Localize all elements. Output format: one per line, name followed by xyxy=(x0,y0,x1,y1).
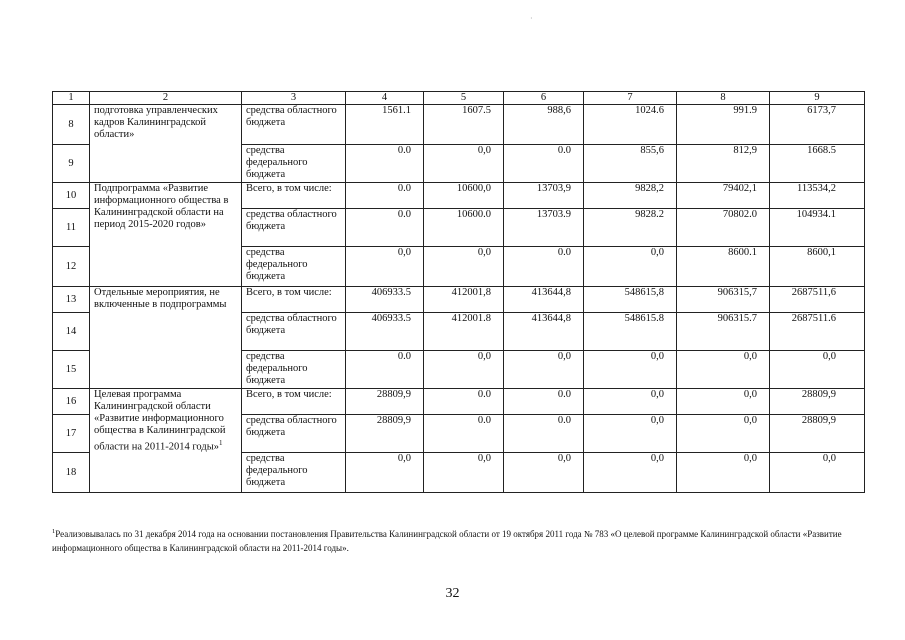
value-cell: 28809,9 xyxy=(346,415,424,453)
value-cell: 0,0 xyxy=(424,145,504,183)
table-row xyxy=(53,105,865,145)
row-description xyxy=(90,183,242,287)
footnote-ref: 1 xyxy=(219,439,223,447)
value-cell: 0,0 xyxy=(424,453,504,493)
value-cell: 0.0 xyxy=(346,183,424,209)
row-number: 11 xyxy=(53,209,90,247)
value-cell: 1607.5 xyxy=(424,105,504,145)
description-text: Отдельные мероприятия, не включенные в подпрограммы xyxy=(94,287,227,310)
funding-source: средства областного бюджета xyxy=(242,209,346,247)
table-row xyxy=(53,183,865,209)
value-cell: 0,0 xyxy=(770,453,865,493)
description-text: Подпрограмма «Развитие информационного общества в Калининградской области на период 2015-2020 годов» xyxy=(94,183,229,230)
row-number: 13 xyxy=(53,287,90,313)
value-cell: 10600.0 xyxy=(424,209,504,247)
value-cell: 28809,9 xyxy=(346,389,424,415)
value-cell: 412001.8 xyxy=(424,313,504,351)
row-description xyxy=(90,287,242,389)
value-cell: 855,6 xyxy=(584,145,677,183)
funding-source: средства федерального бюджета xyxy=(242,247,346,287)
value-cell: 10600,0 xyxy=(424,183,504,209)
value-cell: 13703,9 xyxy=(504,183,584,209)
value-cell: 9828,2 xyxy=(584,183,677,209)
value-cell: 104934.1 xyxy=(770,209,865,247)
value-cell: 113534,2 xyxy=(770,183,865,209)
value-cell: 0,0 xyxy=(504,351,584,389)
value-cell: 70802.0 xyxy=(677,209,770,247)
value-cell: 906315.7 xyxy=(677,313,770,351)
value-cell: 1561.1 xyxy=(346,105,424,145)
row-description xyxy=(90,105,242,183)
value-cell: 413644,8 xyxy=(504,287,584,313)
value-cell: 2687511.6 xyxy=(770,313,865,351)
value-cell: 0,0 xyxy=(677,453,770,493)
row-number: 9 xyxy=(53,145,90,183)
value-cell: 6173,7 xyxy=(770,105,865,145)
value-cell: 8600.1 xyxy=(677,247,770,287)
row-number: 10 xyxy=(53,183,90,209)
footnote xyxy=(52,527,862,555)
value-cell: 406933.5 xyxy=(346,313,424,351)
value-cell: 548615.8 xyxy=(584,313,677,351)
description-text: Целевая программа Калининградской области «Развитие информационного общества в Калининградской области на 2011-2014 годы» xyxy=(94,389,226,453)
value-cell: 988,6 xyxy=(504,105,584,145)
value-cell: 0,0 xyxy=(677,351,770,389)
funding-source: средства областного бюджета xyxy=(242,105,346,145)
value-cell: 412001,8 xyxy=(424,287,504,313)
header-cell: 8 xyxy=(677,92,770,105)
value-cell: 0.0 xyxy=(424,415,504,453)
value-cell: 406933.5 xyxy=(346,287,424,313)
value-cell: 0,0 xyxy=(346,453,424,493)
scan-mark: · xyxy=(530,14,533,23)
value-cell: 0.0 xyxy=(504,389,584,415)
value-cell: 2687511,6 xyxy=(770,287,865,313)
value-cell: 79402,1 xyxy=(677,183,770,209)
row-description xyxy=(90,389,242,493)
value-cell: 0,0 xyxy=(584,247,677,287)
value-cell: 1024.6 xyxy=(584,105,677,145)
header-cell: 4 xyxy=(346,92,424,105)
value-cell: 0,0 xyxy=(504,453,584,493)
value-cell: 0,0 xyxy=(584,389,677,415)
value-cell: 0.0 xyxy=(346,145,424,183)
value-cell: 548615,8 xyxy=(584,287,677,313)
header-cell: 7 xyxy=(584,92,677,105)
value-cell: 0.0 xyxy=(504,247,584,287)
row-number: 14 xyxy=(53,313,90,351)
header-cell: 6 xyxy=(504,92,584,105)
value-cell: 0,0 xyxy=(424,247,504,287)
footnote-marker: 1 xyxy=(52,528,56,535)
value-cell: 0.0 xyxy=(504,415,584,453)
value-cell: 8600,1 xyxy=(770,247,865,287)
funding-source: средства областного бюджета xyxy=(242,415,346,453)
value-cell: 0,0 xyxy=(584,453,677,493)
budget-table xyxy=(52,91,865,493)
row-number: 15 xyxy=(53,351,90,389)
value-cell: 0,0 xyxy=(346,247,424,287)
value-cell: 0.0 xyxy=(346,351,424,389)
value-cell: 28809,9 xyxy=(770,415,865,453)
table-row xyxy=(53,389,865,415)
row-number: 18 xyxy=(53,453,90,493)
value-cell: 0,0 xyxy=(424,351,504,389)
header-cell: 3 xyxy=(242,92,346,105)
header-cell: 5 xyxy=(424,92,504,105)
row-number: 17 xyxy=(53,415,90,453)
header-cell: 2 xyxy=(90,92,242,105)
header-cell: 9 xyxy=(770,92,865,105)
funding-source: Всего, в том числе: xyxy=(242,389,346,415)
value-cell: 0.0 xyxy=(504,145,584,183)
value-cell: 9828.2 xyxy=(584,209,677,247)
page-number: 32 xyxy=(445,586,460,601)
value-cell: 0,0 xyxy=(677,389,770,415)
table-body xyxy=(53,92,865,493)
value-cell: 0,0 xyxy=(677,415,770,453)
funding-source: средства федерального бюджета xyxy=(242,145,346,183)
value-cell: 13703.9 xyxy=(504,209,584,247)
row-number: 16 xyxy=(53,389,90,415)
value-cell: 0,0 xyxy=(584,415,677,453)
value-cell: 0,0 xyxy=(584,351,677,389)
row-number: 8 xyxy=(53,105,90,145)
value-cell: 906315,7 xyxy=(677,287,770,313)
description-text: подготовка управленческих кадров Калининградской области» xyxy=(94,105,218,140)
value-cell: 28809,9 xyxy=(770,389,865,415)
value-cell: 1668.5 xyxy=(770,145,865,183)
table-row xyxy=(53,287,865,313)
value-cell: 413644,8 xyxy=(504,313,584,351)
value-cell: 0,0 xyxy=(770,351,865,389)
value-cell: 991.9 xyxy=(677,105,770,145)
funding-source: Всего, в том числе: xyxy=(242,287,346,313)
footnote-text: Реализовывалась по 31 декабря 2014 года на основании постановления Правительства Калининградской области от 19 октября 2011 года № 783 «О целевой программе Калининградской области «Развитие информационного общества в Калининградской области на 2011-2014 годы». xyxy=(52,529,842,553)
funding-source: средства федерального бюджета xyxy=(242,453,346,493)
funding-source: средства федерального бюджета xyxy=(242,351,346,389)
row-number: 12 xyxy=(53,247,90,287)
value-cell: 0.0 xyxy=(424,389,504,415)
value-cell: 0.0 xyxy=(346,209,424,247)
header-row xyxy=(53,92,865,105)
funding-source: Всего, в том числе: xyxy=(242,183,346,209)
value-cell: 812,9 xyxy=(677,145,770,183)
funding-source: средства областного бюджета xyxy=(242,313,346,351)
header-cell: 1 xyxy=(53,92,90,105)
